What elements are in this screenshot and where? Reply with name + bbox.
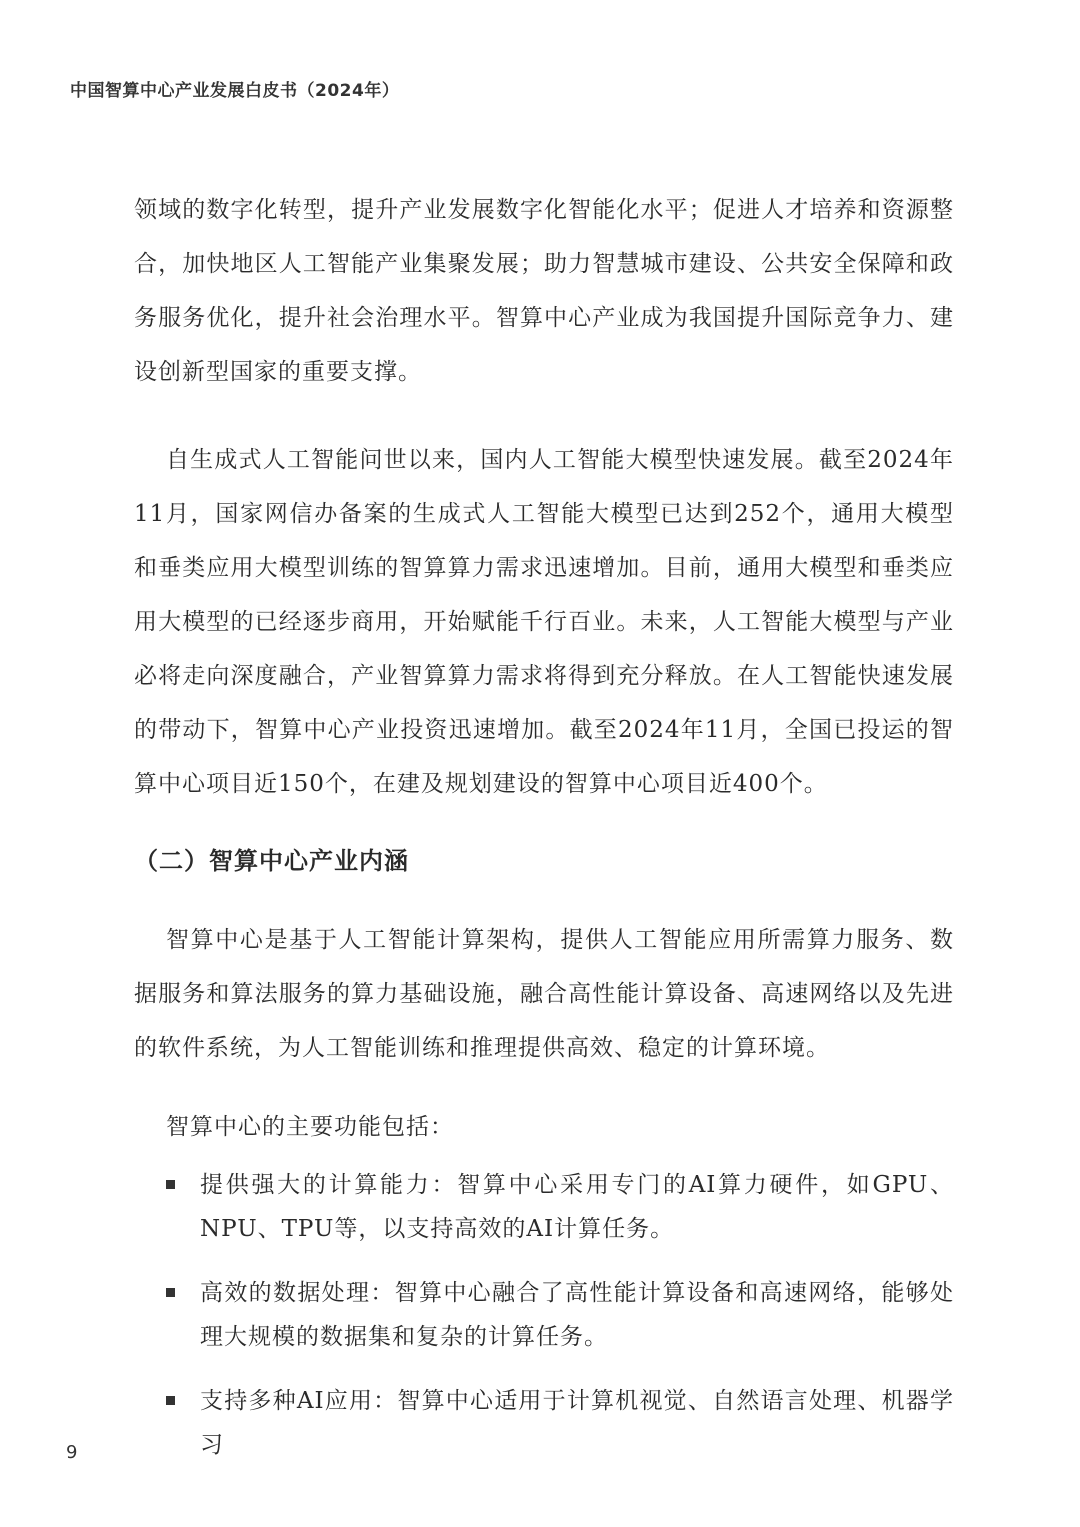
functions-list <box>134 1163 954 1467</box>
page-body <box>134 183 954 1487</box>
functions-intro: 智算中心的主要功能包括： <box>166 1114 454 1140</box>
square-bullet-icon <box>166 1180 175 1189</box>
section-heading: （二）智算中心产业内涵 <box>134 847 409 875</box>
body-paragraph-2: 自生成式人工智能问世以来，国内人工智能大模型快速发展。截至2024年11月，国家网信办备案的生成式人工智能大模型已达到252个，通用大模型和垂类应用大模型训练的智算算力需求迅速增加。目前，通用大模型和垂类应用大模型的已经逐步商用，开始赋能千行百业。未来，人工智能大模型与产业必将走向深度融合，产业智算算力需求将得到充分释放。在人工智能快速发展的带动下，智算中心产业投资迅速增加。截至2024年11月，全国已投运的智算中心项目近150个，在建及规划建设的智算中心项目近400个。 <box>134 447 954 797</box>
body-paragraph-3: 智算中心是基于人工智能计算架构，提供人工智能应用所需算力服务、数据服务和算法服务的算力基础设施，融合高性能计算设备、高速网络以及先进的软件系统，为人工智能训练和推理提供高效、稳定的计算环境。 <box>134 927 954 1061</box>
list-item <box>134 1379 954 1467</box>
list-item <box>134 1271 954 1359</box>
page-number: 9 <box>66 1442 78 1463</box>
list-item-text: 提供强大的计算能力：智算中心采用专门的AI算力硬件，如GPU、NPU、TPU等，以支持高效的AI计算任务。 <box>200 1172 954 1242</box>
body-paragraph-1: 领域的数字化转型，提升产业发展数字化智能化水平；促进人才培养和资源整合，加快地区人工智能产业集聚发展；助力智慧城市建设、公共安全保障和政务服务优化，提升社会治理水平。智算中心产业成为我国提升国际竞争力、建设创新型国家的重要支撑。 <box>134 197 954 385</box>
running-header: 中国智算中心产业发展白皮书（2024年） <box>70 81 400 101</box>
square-bullet-icon <box>166 1396 175 1405</box>
list-item <box>134 1163 954 1251</box>
list-item-text: 支持多种AI应用：智算中心适用于计算机视觉、自然语言处理、机器学习 <box>200 1388 954 1458</box>
list-item-text: 高效的数据处理：智算中心融合了高性能计算设备和高速网络，能够处理大规模的数据集和复杂的计算任务。 <box>200 1280 954 1350</box>
square-bullet-icon <box>166 1288 175 1297</box>
